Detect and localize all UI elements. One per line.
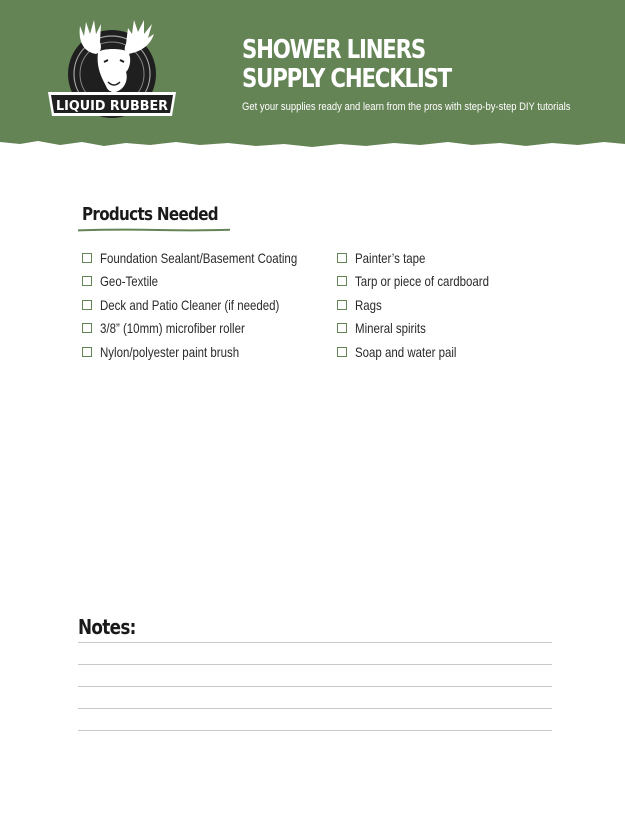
- checklist-item[interactable]: [337, 246, 518, 270]
- checklist-item-label: Tarp or piece of cardboard: [355, 273, 490, 290]
- checklist-item[interactable]: [337, 293, 518, 317]
- checklist-item-label: Soap and water pail: [355, 343, 457, 360]
- checklist-item-label: Geo-Textile: [100, 273, 159, 290]
- checkbox[interactable]: [82, 276, 92, 286]
- checklist-item-label: Rags: [355, 296, 382, 313]
- checklist-item[interactable]: [337, 317, 518, 341]
- checkbox[interactable]: [337, 347, 347, 357]
- checklist-item[interactable]: [82, 246, 341, 270]
- checklist-left-column: [82, 246, 341, 364]
- checklist-item-label: Mineral spirits: [355, 320, 426, 337]
- notes-rule[interactable]: [78, 664, 552, 665]
- products-needed-heading: Products Needed: [82, 204, 218, 225]
- checkbox[interactable]: [82, 253, 92, 263]
- notes-rule[interactable]: [78, 730, 552, 731]
- checklist-item[interactable]: [82, 317, 341, 341]
- checklist-item-label: Foundation Sealant/Basement Coating: [100, 249, 298, 266]
- checklist-item-label: Deck and Patio Cleaner (if needed): [100, 296, 280, 313]
- notes-rule: [78, 642, 552, 643]
- page-subtitle: Get your supplies ready and learn from the pros with step-by-step DIY tutorials: [242, 101, 571, 113]
- checklist-item[interactable]: [82, 293, 341, 317]
- title-line-1: SHOWER LINERS: [242, 35, 425, 65]
- header-banner: [0, 0, 625, 150]
- checkbox[interactable]: [337, 253, 347, 263]
- checkbox[interactable]: [337, 323, 347, 333]
- logo-text: LIQUID RUBBER: [56, 99, 168, 114]
- checklist-item[interactable]: [82, 340, 341, 364]
- checklist-item[interactable]: [337, 340, 518, 364]
- checkbox[interactable]: [82, 323, 92, 333]
- title-line-2: SUPPLY CHECKLIST: [242, 64, 452, 94]
- notes-rule[interactable]: [78, 708, 552, 709]
- notes-rule[interactable]: [78, 686, 552, 687]
- torn-paper-edge: [0, 136, 625, 158]
- checkbox[interactable]: [337, 276, 347, 286]
- checklist-item[interactable]: [82, 270, 341, 294]
- heading-underline: [78, 228, 230, 232]
- checklist-item[interactable]: [337, 270, 518, 294]
- liquid-rubber-moose-logo: [44, 12, 184, 124]
- notes-heading: Notes:: [78, 615, 136, 639]
- checklist-item-label: Nylon/polyester paint brush: [100, 343, 240, 360]
- checkbox[interactable]: [82, 300, 92, 310]
- checklist-right-column: [337, 246, 518, 364]
- checklist-item-label: Painter’s tape: [355, 249, 426, 266]
- checkbox[interactable]: [82, 347, 92, 357]
- checklist-item-label: 3/8” (10mm) microfiber roller: [100, 320, 245, 337]
- checkbox[interactable]: [337, 300, 347, 310]
- page-title: [242, 36, 451, 94]
